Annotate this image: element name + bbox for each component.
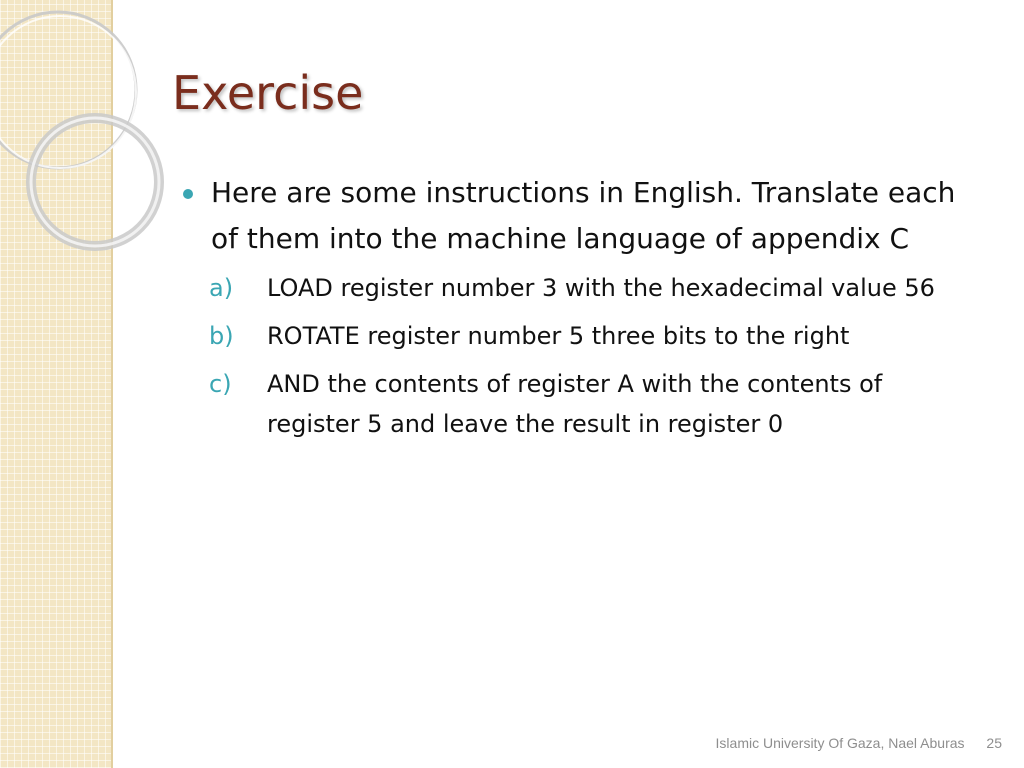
decorative-rings xyxy=(0,0,140,260)
sub-item-c xyxy=(183,364,983,444)
page-number: 25 xyxy=(986,735,1002,751)
slide-content xyxy=(183,170,983,452)
bullet-item xyxy=(183,170,983,262)
sub-item-text: ROTATE register number 5 three bits to the right xyxy=(267,322,850,350)
sub-item-a xyxy=(183,268,983,308)
footer-source: Islamic University Of Gaza, Nael Aburas xyxy=(715,735,965,751)
sub-item-label: c) xyxy=(209,370,232,398)
sub-item-label: a) xyxy=(209,274,234,302)
slide-footer xyxy=(716,735,1002,751)
sub-item-text: AND the contents of register A with the contents of register 5 and leave the result in register 0 xyxy=(267,370,883,438)
bullet-dot-icon xyxy=(183,189,193,199)
sub-item-text: LOAD register number 3 with the hexadecimal value 56 xyxy=(267,274,935,302)
bullet-text: Here are some instructions in English. Translate each of them into the machine language of appendix C xyxy=(211,176,956,255)
sub-item-b xyxy=(183,316,983,356)
sub-item-label: b) xyxy=(209,322,234,350)
sub-list xyxy=(183,268,983,444)
slide-title: Exercise xyxy=(172,66,364,120)
